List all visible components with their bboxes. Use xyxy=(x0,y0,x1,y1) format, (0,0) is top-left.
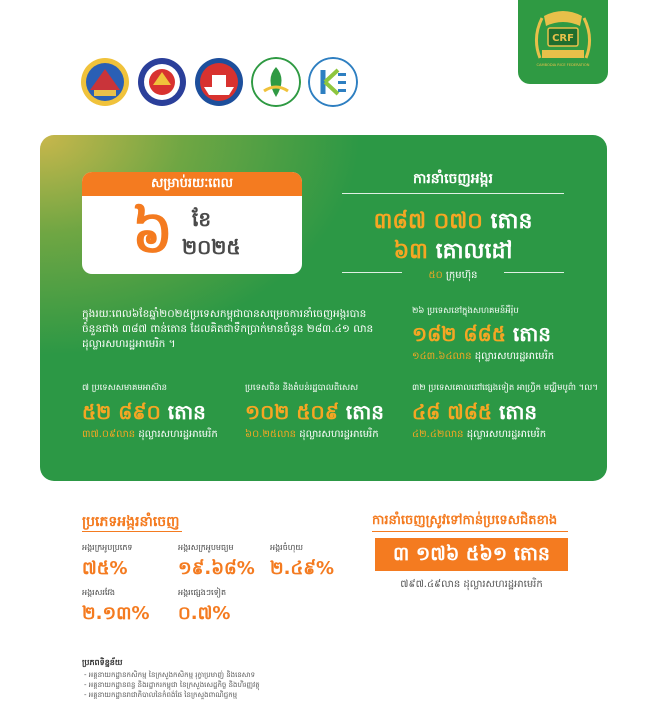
china-value-unit: តោន xyxy=(345,400,384,424)
eu-value-number: ១៨២ ៨៨៥ xyxy=(412,322,506,346)
rice-type-value: ០.៧% xyxy=(178,603,231,624)
rice-type-label: អង្ករសក្រអូបមធ្យម xyxy=(178,543,234,552)
export-groups-unit: ក្រុមហ៊ុន xyxy=(445,270,478,281)
ke-logo-icon xyxy=(308,57,358,107)
badge-label: CAMBODIA RICE FEDERATION xyxy=(536,63,590,67)
others-sub-value: ៤២.៤២លាន xyxy=(412,429,464,440)
summary-text: ក្នុងរយៈពេល៦ខែឆ្នាំ២០២៥ប្រទេសកម្ពុជាបានសម្រេចការនាំចេញអង្ករបានចំនួនជាង ៣៨៧ ពាន់តោន ដែលគិតជាទឹកប្រាក់មានចំនួន ២៨៣.៤១ លានដុល្លារសហរដ្ឋអាមេរិក ។ xyxy=(82,308,374,350)
source-item: - អគ្គនាយកដ្ឋានកសិកម្ម នៃក្រសួងកសិកម្ម រុក្ខាប្រមាញ់ និងនេសាទ xyxy=(84,671,256,679)
source-item: - អគ្គនាយកដ្ឋានពន្ធ និងរដ្ឋាករកម្ពុជា នៃក្រសួងសេដ្ឋកិច្ច និងហិរញ្ញវត្ថុ xyxy=(84,681,260,689)
eu-value-unit: តោន xyxy=(512,322,551,346)
economy-seal-icon xyxy=(137,57,187,107)
export-total-value: ៣៨៧ ០៧០ xyxy=(373,209,483,234)
federation-logo-icon xyxy=(532,8,594,74)
summary-panel xyxy=(40,135,607,481)
asean-sub-unit: ដុល្លារសហរដ្ឋអាមេរិក xyxy=(138,429,218,440)
partner-logos xyxy=(80,57,358,107)
rice-types-title: ប្រភេទអង្ករនាំចេញ xyxy=(82,514,180,530)
eu-sub-unit: ដុល្លារសហរដ្ឋអាមេរិក xyxy=(474,351,555,362)
others-sub-unit: ដុល្លារសហរដ្ឋអាមេរិក xyxy=(466,429,547,440)
rice-type-value: ៧៥% xyxy=(82,558,128,579)
period-year: ២០២៥ xyxy=(182,235,241,259)
china-value xyxy=(245,399,384,429)
period-card xyxy=(82,172,302,274)
groups-rule-right xyxy=(504,272,564,273)
border-export-value: ៣ ១៧៦ ៥៦១ តោន xyxy=(375,538,568,571)
rice-types-rule xyxy=(82,531,182,532)
rice-type-value: ១៩.៦៨% xyxy=(178,558,255,579)
period-number: ៦ xyxy=(132,198,174,266)
rice-type-label: អង្ករសរវែង xyxy=(82,588,116,597)
border-export-rule xyxy=(372,531,568,532)
rice-type-label: អង្ករចំហុយ xyxy=(270,543,304,552)
others-sub xyxy=(412,427,546,442)
eu-label: ២៦ ប្រទេសនៅក្នុងសហគមន៍អឺរ៉ុប xyxy=(412,306,519,316)
asean-sub xyxy=(82,427,218,442)
period-label: សម្រាប់រយៈពេល xyxy=(82,172,302,196)
export-groups xyxy=(342,268,564,283)
asean-sub-value: ៣៧.០៩លាន xyxy=(82,429,136,440)
china-sub-unit: ដុល្លារសហរដ្ឋអាមេរិក xyxy=(299,429,379,440)
china-label: ប្រទេសចិន និងតំបន់រដ្ឋបាលពិសេស xyxy=(245,383,359,393)
period-unit: ខែ xyxy=(192,207,212,231)
others-value-unit: តោន xyxy=(498,400,538,424)
rice-type-value: ២.៤៩% xyxy=(270,558,334,579)
export-destinations xyxy=(342,237,564,269)
eu-sub-value: ១៤៣.៦៤លាន xyxy=(412,351,472,362)
sources-title: ប្រភពទិន្នន័យ xyxy=(82,658,123,667)
others-value xyxy=(412,399,537,429)
export-title-rule xyxy=(342,193,564,194)
eu-value xyxy=(412,321,551,351)
border-export-title: ការនាំចេញស្រូវទៅកាន់ប្រទេសជិតខាង xyxy=(372,513,558,528)
asean-value-number: ៥២ ៨៩០ xyxy=(82,400,161,424)
china-sub-value: ៦០.២៥លាន xyxy=(245,429,297,440)
rice-type-label: អង្ករក្រអូបប្រភេទ xyxy=(82,543,133,552)
china-value-number: ១០២ ៥០៩ xyxy=(245,400,339,424)
export-total xyxy=(342,207,564,239)
asean-value xyxy=(82,399,206,429)
federation-badge xyxy=(518,0,608,84)
others-value-number: ៤៨ ៧៨៥ xyxy=(412,400,493,424)
export-dest-value: ៦៣ xyxy=(393,239,428,264)
port-emblem-icon xyxy=(194,57,244,107)
source-item: - អគ្គនាយកដ្ឋានរាជាភិបាលនៃកំពង់ផែ នៃក្រសួងពាណិជ្ជកម្ម xyxy=(84,691,238,699)
asean-value-unit: តោន xyxy=(167,400,206,424)
rice-type-label: អង្ករផ្សេងៗទៀត xyxy=(178,588,227,597)
border-export-sub: ៧៩៧.៤៩លាន ដុល្លារសហរដ្ឋអាមេរិក xyxy=(400,579,543,590)
export-title: ការនាំចេញអង្ករ xyxy=(413,171,493,187)
badge-name: CRF xyxy=(552,33,574,44)
export-dest-unit: គោលដៅ xyxy=(435,239,513,264)
ministry-emblem-icon xyxy=(80,57,130,107)
asean-label: ៧ ប្រទេសសមាគមអាស៊ាន xyxy=(82,383,168,393)
eu-sub xyxy=(412,349,554,364)
export-groups-value: ៥០ xyxy=(428,270,443,281)
export-total-unit: តោន xyxy=(490,209,533,234)
china-sub xyxy=(245,427,379,442)
others-label: ៣២ ប្រទេសគោលដៅផ្សេងទៀត អាហ្វ្រិក មជ្ឈិមបូព៌ា ។ល។ xyxy=(412,383,598,393)
agri-emblem-icon xyxy=(251,57,301,107)
rice-type-value: ២.១៣% xyxy=(82,603,150,624)
